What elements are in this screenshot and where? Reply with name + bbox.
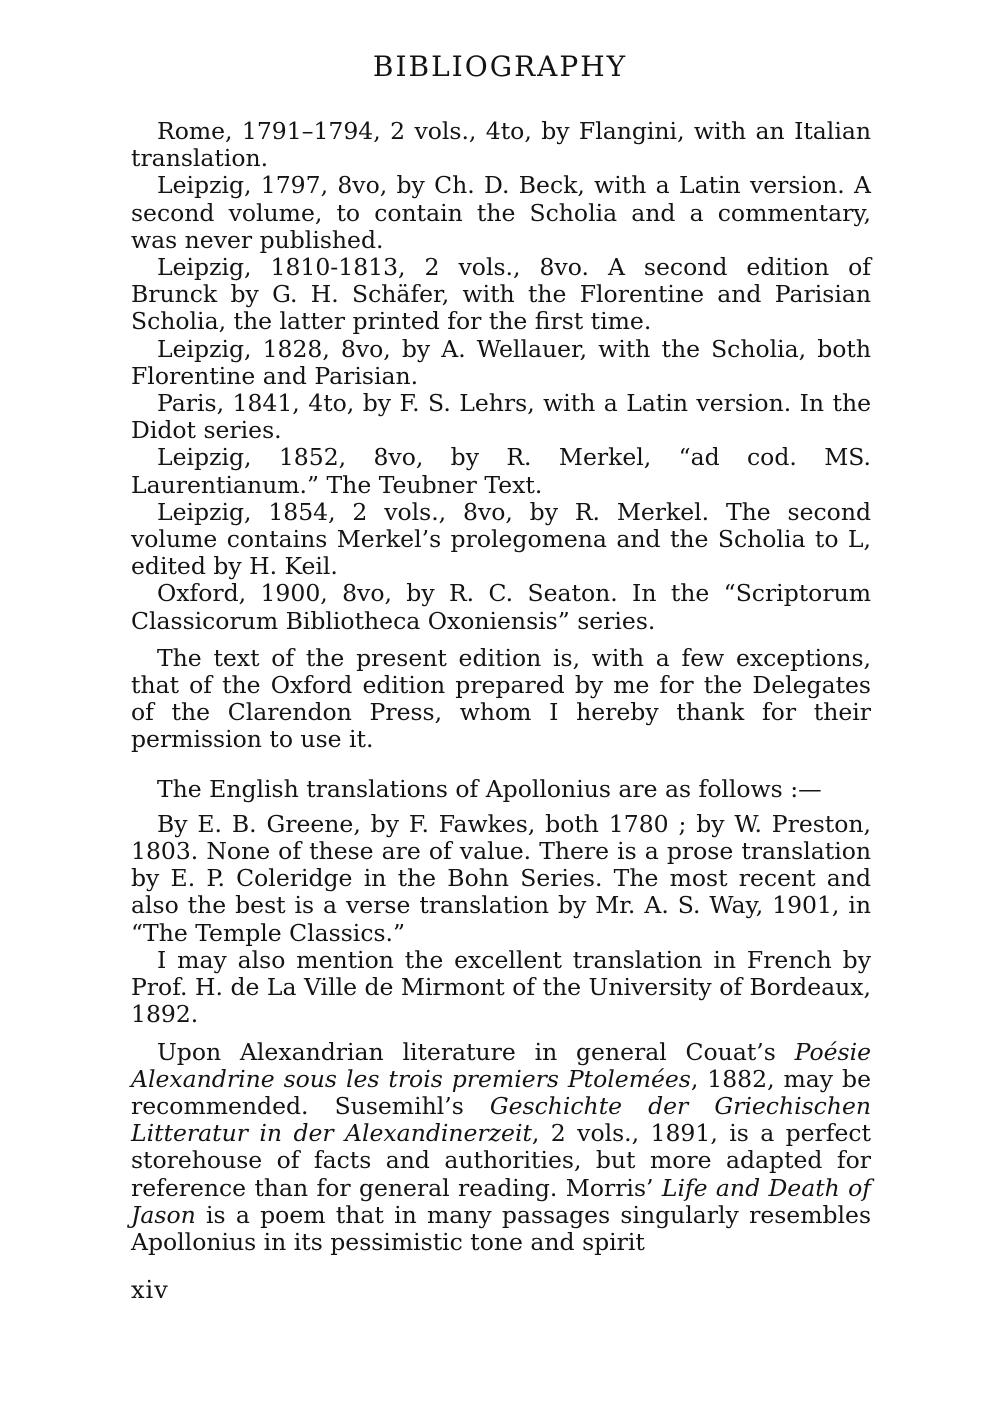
- alexandrian-literature-paragraph: [131, 1039, 871, 1257]
- edition-entry-leipzig-1810: Leipzig, 1810-1813, 2 vols., 8vo. A second edition of Brunck by G. H. Schäfer, with the Florentine and Parisian Scholia, the latter printed for the first time.: [131, 253, 871, 336]
- literature-text-2: , 1882, may be recommended. Susemihl’s: [131, 1064, 871, 1120]
- edition-entry-rome: Rome, 1791–1794, 2 vols., 4to, by Flangini, with an Italian translation.: [131, 117, 871, 173]
- present-edition-paragraph: The text of the present edition is, with a few exceptions, that of the Oxford edition prepared by me for the Delegates of the Clarendon Press, whom I hereby thank for their permission to use it.: [131, 643, 871, 754]
- edition-entry-oxford-1900: Oxford, 1900, 8vo, by R. C. Seaton. In the “Scriptorum Classicorum Bibliotheca Oxoniensis” series.: [131, 579, 871, 635]
- translations-intro: The English translations of Apollonius are as follows :—: [157, 774, 822, 803]
- susemihl-title: Geschichte der Griechischen Litteratur in der Alexandinerzeit: [131, 1091, 871, 1148]
- morris-title: Life and Death of Jason: [131, 1173, 871, 1229]
- edition-entry-leipzig-1797: Leipzig, 1797, 8vo, by Ch. D. Beck, with a Latin version. A second volume, to contain the Scholia and a commentary, was never published.: [131, 171, 871, 254]
- literature-text-4: is a poem that in many passages singularly resembles Apollonius in its pessimistic tone and spirit: [131, 1200, 871, 1256]
- edition-entry-leipzig-1854: Leipzig, 1854, 2 vols., 8vo, by R. Merkel. The second volume contains Merkel’s prolegomena and the Scholia to L, edited by H. Keil.: [131, 497, 871, 581]
- couat-title: Poésie Alexandrine sous les trois premiers Ptolemées: [131, 1037, 871, 1093]
- page-number: xiv: [131, 1276, 169, 1304]
- english-translations-paragraph: By E. B. Greene, by F. Fawkes, both 1780 ; by W. Preston, 1803. None of these are of value. There is a prose translation by E. P. Coleridge in the Bohn Series. The most recent and also the best is a verse translation by Mr. A. S. Way, 1901, in “The Temple Classics.”: [131, 809, 871, 947]
- edition-entry-leipzig-1852: Leipzig, 1852, 8vo, by R. Merkel, “ad cod. MS. Laurentianum.” The Teubner Text.: [131, 443, 871, 499]
- literature-text-1: Upon Alexandrian literature in general Couat’s: [157, 1037, 795, 1066]
- running-head-title: BIBLIOGRAPHY: [372, 50, 628, 83]
- page-body: [131, 118, 871, 1256]
- edition-entry-paris-1841: Paris, 1841, 4to, by F. S. Lehrs, with a Latin version. In the Didot series.: [131, 389, 871, 445]
- literature-text-3: , 2 vols., 1891, is a perfect storehouse of facts and authorities, but more adapted for reference than for general reading. Morris’: [131, 1119, 872, 1202]
- editions-list: [131, 118, 871, 635]
- edition-entry-leipzig-1828: Leipzig, 1828, 8vo, by A. Wellauer, with the Scholia, both Florentine and Parisian.: [131, 334, 871, 390]
- french-translation-paragraph: I may also mention the excellent translation in French by Prof. H. de La Ville de Mirmont of the University of Bordeaux, 1892.: [131, 945, 871, 1029]
